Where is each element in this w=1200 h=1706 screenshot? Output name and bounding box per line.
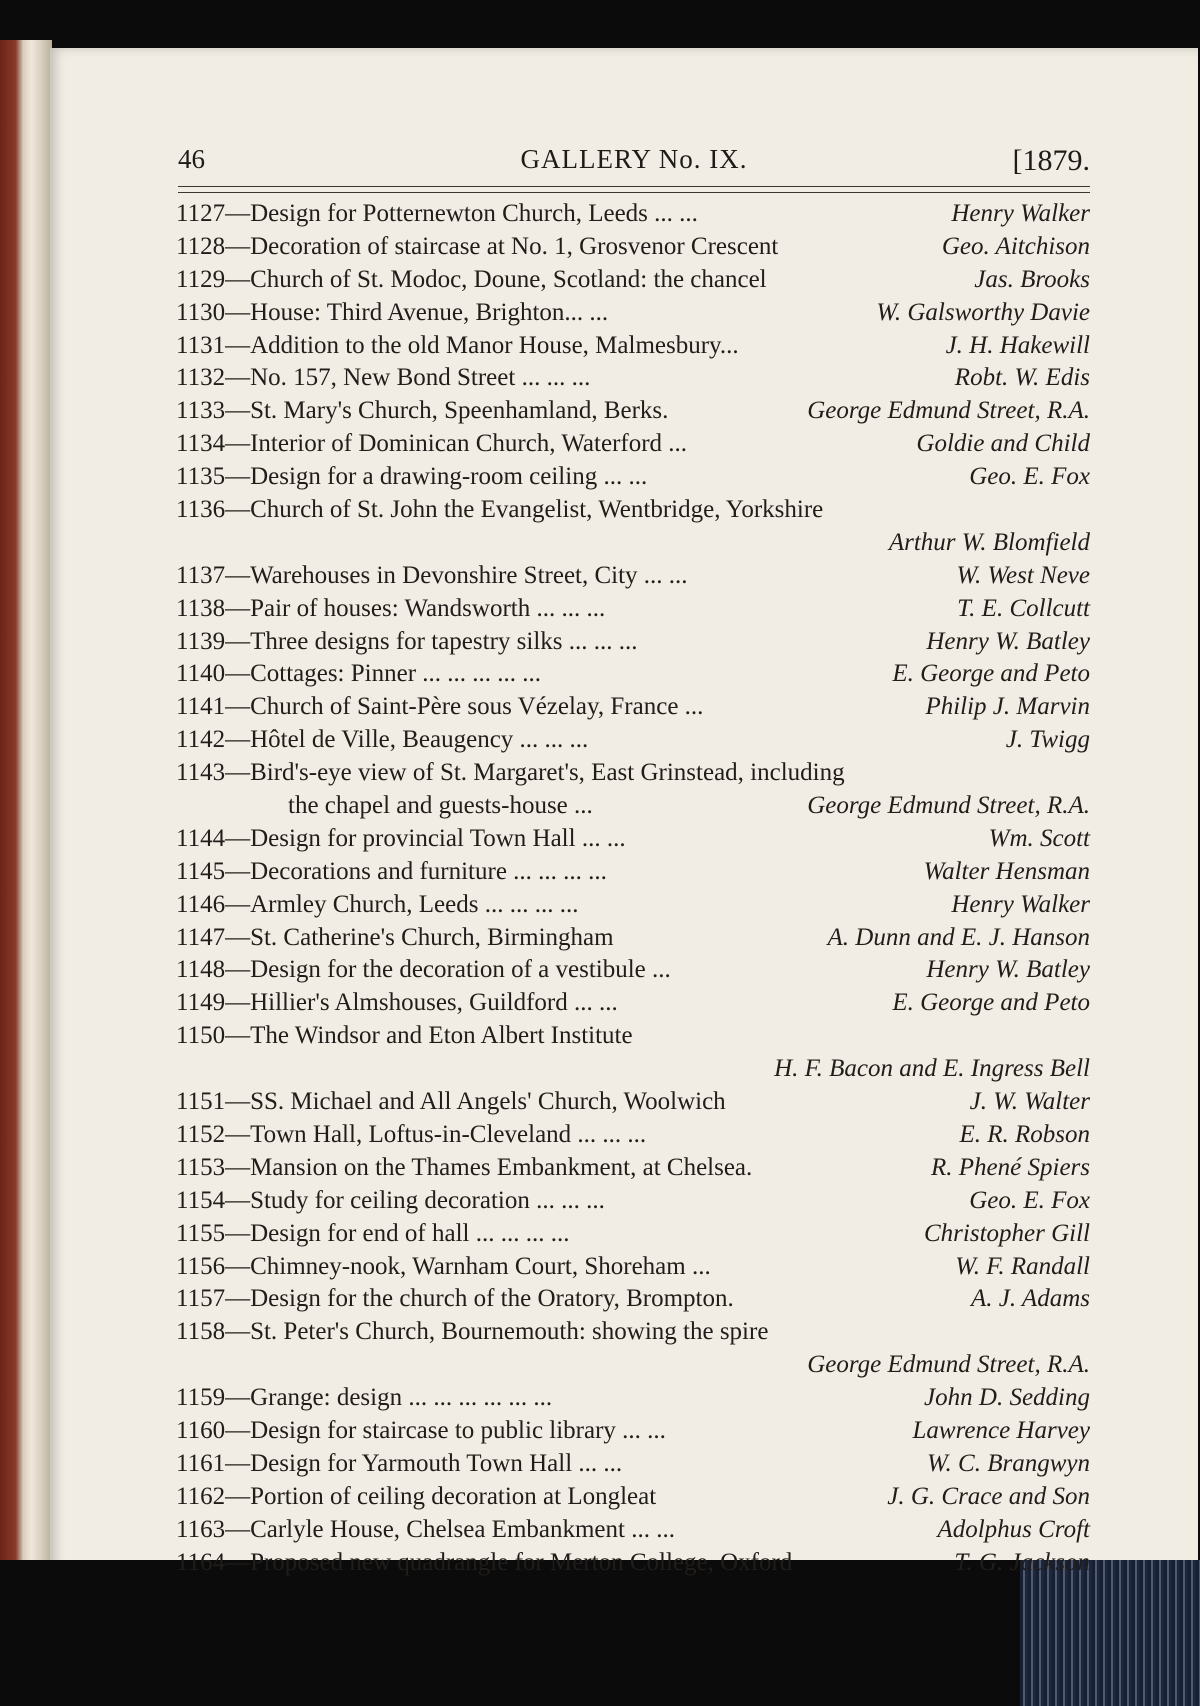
header-rule-top bbox=[178, 186, 1090, 187]
entry-title: 1153—Mansion on the Thames Embankment, at Chelsea. bbox=[176, 1153, 753, 1181]
entry-title: 1157—Design for the church of the Oratory, Brompton. bbox=[176, 1285, 734, 1313]
entry-title: 1133—St. Mary's Church, Speenhamland, Berks. bbox=[176, 397, 669, 425]
entry-title: 1141—Church of Saint-Père sous Vézelay, France ... bbox=[176, 693, 704, 721]
entry-title: 1163—Carlyle House, Chelsea Embankment ... ... bbox=[176, 1515, 675, 1543]
catalogue-entry bbox=[176, 1283, 1090, 1316]
book-page-edges bbox=[0, 40, 52, 1600]
entry-title: 1127—Design for Potternewton Church, Leeds ... ... bbox=[176, 200, 698, 227]
entry-artist: Walter Hensman bbox=[923, 857, 1090, 885]
entry-artist: Henry Walker bbox=[951, 200, 1090, 227]
catalogue-entry bbox=[176, 626, 1090, 659]
entry-title: 1138—Pair of houses: Wandsworth ... ... ... bbox=[176, 594, 606, 622]
entry-title: 1136—Church of St. John the Evangelist, Wentbridge, Yorkshire bbox=[176, 496, 824, 524]
catalogue-entry bbox=[176, 889, 1090, 922]
entry-artist: John D. Sedding bbox=[924, 1384, 1090, 1412]
catalogue-year: [1879. bbox=[1012, 144, 1090, 177]
entry-artist: J. Twigg bbox=[1005, 726, 1090, 754]
entry-artist: W. C. Brangwyn bbox=[927, 1449, 1090, 1477]
entry-title: 1134—Interior of Dominican Church, Waterford ... bbox=[176, 430, 688, 458]
book-cloth-binding bbox=[1020, 1560, 1200, 1706]
entry-artist: Lawrence Harvey bbox=[912, 1416, 1090, 1444]
catalogue-entry bbox=[176, 987, 1090, 1020]
catalogue-entry bbox=[176, 297, 1090, 330]
entry-title: 1144—Design for provincial Town Hall ... ... bbox=[176, 824, 626, 852]
catalogue-entry bbox=[176, 1316, 1090, 1349]
entry-title: 1150—The Windsor and Eton Albert Institute bbox=[176, 1022, 633, 1050]
entry-title: 1128—Decoration of staircase at No. 1, Grosvenor Crescent bbox=[176, 232, 779, 260]
catalogue-entry bbox=[176, 1086, 1090, 1119]
entry-artist: E. George and Peto bbox=[892, 660, 1090, 688]
catalogue-entry bbox=[176, 560, 1090, 593]
catalogue-entry bbox=[176, 1415, 1090, 1448]
entry-artist: Adolphus Croft bbox=[937, 1515, 1090, 1543]
catalogue-entry bbox=[176, 593, 1090, 626]
catalogue-entry bbox=[176, 362, 1090, 395]
entry-title: 1137—Warehouses in Devonshire Street, City ... ... bbox=[176, 561, 688, 589]
catalogue-entry bbox=[176, 1251, 1090, 1284]
catalogue-entries bbox=[176, 198, 1090, 1579]
entry-artist: Jas. Brooks bbox=[974, 265, 1090, 293]
catalogue-entry bbox=[176, 198, 1090, 231]
entry-title: 1135—Design for a drawing-room ceiling ... ... bbox=[176, 463, 648, 491]
catalogue-entry bbox=[176, 922, 1090, 955]
catalogue-entry bbox=[176, 494, 1090, 527]
entry-title: 1147—St. Catherine's Church, Birmingham bbox=[176, 923, 614, 951]
entry-artist: T. E. Collcutt bbox=[957, 594, 1090, 622]
entry-artist: George Edmund Street, R.A. bbox=[807, 792, 1090, 820]
entry-title: 1139—Three designs for tapestry silks ... ... ... bbox=[176, 627, 638, 655]
catalogue-entry bbox=[176, 658, 1090, 691]
entry-title: 1132—No. 157, New Bond Street ... ... ... bbox=[176, 364, 591, 392]
entry-title: 1142—Hôtel de Ville, Beaugency ... ... ... bbox=[176, 726, 589, 754]
catalogue-entry bbox=[176, 1382, 1090, 1415]
entry-title: 1143—Bird's-eye view of St. Margaret's, East Grinstead, including bbox=[176, 759, 845, 787]
catalogue-entry bbox=[176, 724, 1090, 757]
catalogue-entry bbox=[176, 823, 1090, 856]
entry-artist: Philip J. Marvin bbox=[925, 693, 1090, 721]
entry-artist: E. George and Peto bbox=[892, 989, 1090, 1017]
entry-artist: Robt. W. Edis bbox=[954, 364, 1090, 392]
entry-title: 1131—Addition to the old Manor House, Malmesbury... bbox=[176, 331, 739, 359]
entry-title: 1160—Design for staircase to public library ... ... bbox=[176, 1416, 666, 1444]
catalogue-entry bbox=[176, 1547, 1090, 1580]
entry-artist: Arthur W. Blomfield bbox=[888, 528, 1090, 556]
page-number: 46 bbox=[178, 144, 205, 174]
page-header bbox=[178, 140, 1090, 184]
entry-artist: George Edmund Street, R.A. bbox=[807, 1351, 1090, 1379]
catalogue-entry bbox=[176, 691, 1090, 724]
catalogue-entry bbox=[176, 395, 1090, 428]
catalogue-entry-credit bbox=[176, 1349, 1090, 1382]
entry-title: 1149—Hillier's Almshouses, Guildford ... ... bbox=[176, 989, 618, 1017]
catalogue-entry bbox=[176, 954, 1090, 987]
entry-artist: Henry Walker bbox=[951, 890, 1090, 918]
catalogue-entry bbox=[176, 1119, 1090, 1152]
catalogue-entry bbox=[176, 1481, 1090, 1514]
catalogue-entry-continued bbox=[176, 790, 1090, 823]
catalogue-entry bbox=[176, 1218, 1090, 1251]
entry-artist: H. F. Bacon and E. Ingress Bell bbox=[774, 1055, 1090, 1083]
entry-title: 1162—Portion of ceiling decoration at Longleat bbox=[176, 1482, 657, 1510]
catalogue-entry bbox=[176, 1152, 1090, 1185]
entry-title: 1156—Chimney-nook, Warnham Court, Shoreham ... bbox=[176, 1252, 711, 1280]
entry-artist: E. R. Robson bbox=[959, 1120, 1090, 1148]
entry-artist: George Edmund Street, R.A. bbox=[807, 397, 1090, 425]
catalogue-entry bbox=[176, 330, 1090, 363]
catalogue-entry bbox=[176, 1514, 1090, 1547]
entry-artist: J. W. Walter bbox=[969, 1088, 1090, 1116]
entry-artist: Goldie and Child bbox=[916, 430, 1090, 458]
entry-artist: R. Phené Spiers bbox=[931, 1153, 1090, 1181]
entry-title: 1152—Town Hall, Loftus-in-Cleveland ... ... ... bbox=[176, 1120, 647, 1148]
entry-title: 1146—Armley Church, Leeds ... ... ... ... bbox=[176, 890, 579, 918]
entry-title: 1161—Design for Yarmouth Town Hall ... ... bbox=[176, 1449, 623, 1477]
entry-title: 1129—Church of St. Modoc, Doune, Scotland: the chancel bbox=[176, 265, 767, 293]
entry-artist: A. Dunn and E. J. Hanson bbox=[827, 923, 1090, 951]
entry-artist: Geo. E. Fox bbox=[969, 1186, 1090, 1214]
entry-artist: Henry W. Batley bbox=[926, 627, 1090, 655]
catalogue-entry bbox=[176, 231, 1090, 264]
header-rule-bottom bbox=[178, 192, 1090, 193]
gallery-title: GALLERY No. IX. bbox=[520, 144, 748, 174]
catalogue-entry bbox=[176, 1448, 1090, 1481]
catalogue-entry bbox=[176, 757, 1090, 790]
entry-artist: A. J. Adams bbox=[971, 1285, 1090, 1313]
catalogue-entry bbox=[176, 428, 1090, 461]
catalogue-entry bbox=[176, 1020, 1090, 1053]
entry-artist: T. G. Jackson bbox=[954, 1548, 1090, 1576]
entry-title: 1159—Grange: design ... ... ... ... ... ... bbox=[176, 1384, 553, 1412]
entry-artist: J. G. Crace and Son bbox=[887, 1482, 1090, 1510]
catalogue-entry-credit bbox=[176, 1053, 1090, 1086]
entry-artist: Christopher Gill bbox=[924, 1219, 1090, 1247]
entry-title: 1158—St. Peter's Church, Bournemouth: showing the spire bbox=[176, 1318, 769, 1346]
entry-artist: Geo. E. Fox bbox=[969, 463, 1090, 491]
entry-title: 1148—Design for the decoration of a vestibule ... bbox=[176, 956, 671, 984]
entry-artist: Geo. Aitchison bbox=[941, 232, 1090, 260]
entry-title: 1151—SS. Michael and All Angels' Church, Woolwich bbox=[176, 1088, 726, 1116]
entry-artist: Wm. Scott bbox=[988, 824, 1090, 852]
entry-title: 1154—Study for ceiling decoration ... ... ... bbox=[176, 1186, 605, 1214]
entry-title: 1155—Design for end of hall ... ... ... ... bbox=[176, 1219, 570, 1247]
entry-artist: W. F. Randall bbox=[955, 1252, 1090, 1280]
catalogue-entry bbox=[176, 264, 1090, 297]
catalogue-entry bbox=[176, 461, 1090, 494]
entry-title: 1164—Proposed new quadrangle for Merton College, Oxford bbox=[176, 1548, 793, 1576]
entry-artist: W. West Neve bbox=[956, 561, 1090, 589]
entry-artist: W. Galsworthy Davie bbox=[876, 298, 1090, 326]
catalogue-entry bbox=[176, 1185, 1090, 1218]
entry-title: 1140—Cottages: Pinner ... ... ... ... ... bbox=[176, 660, 542, 688]
entry-title-continued: the chapel and guests-house ... bbox=[288, 792, 593, 820]
entry-artist: Henry W. Batley bbox=[926, 956, 1090, 984]
catalogue-entry bbox=[176, 856, 1090, 889]
entry-title: 1130—House: Third Avenue, Brighton... ... bbox=[176, 298, 609, 326]
entry-artist: J. H. Hakewill bbox=[945, 331, 1090, 359]
catalogue-entry-credit bbox=[176, 527, 1090, 560]
entry-title: 1145—Decorations and furniture ... ... ... ... bbox=[176, 857, 607, 885]
